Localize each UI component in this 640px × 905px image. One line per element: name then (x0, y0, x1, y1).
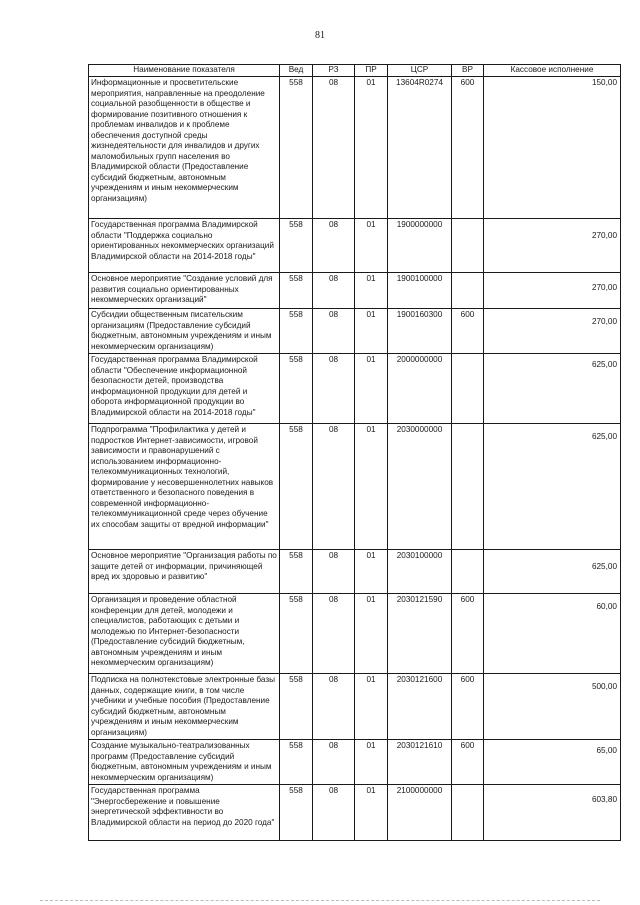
row-pr: 01 (355, 273, 388, 309)
row-name: Государственная программа "Энергосбережение и повышение энергетической эффективности во Владимирской области на период до 2020 года" (89, 785, 280, 841)
row-ved: 558 (280, 273, 313, 309)
row-amount: 625,00 (484, 424, 621, 550)
row-name: Основное мероприятие "Организация работы по защите детей от информации, причиняющей вред их здоровью и развитию" (89, 550, 280, 594)
row-amount: 625,00 (484, 354, 621, 424)
row-pr: 01 (355, 309, 388, 354)
row-ved: 558 (280, 674, 313, 740)
budget-table (88, 64, 621, 841)
row-name: Субсидии общественным писательским организациям (Предоставление субсидий бюджетным, автономным учреждениям и иным некоммерческим организациям) (89, 309, 280, 354)
row-rz: 08 (313, 740, 355, 785)
row-rz: 08 (313, 354, 355, 424)
page-bottom-edge (40, 900, 600, 901)
row-pr: 01 (355, 354, 388, 424)
row-amount: 625,00 (484, 550, 621, 594)
table-row (89, 354, 621, 424)
table-row (89, 77, 621, 219)
row-amount: 500,00 (484, 674, 621, 740)
table-header-row (89, 65, 621, 77)
row-name: Государственная программа Владимирской области "Поддержка социально ориентированных некоммерческих организаций Владимирской области на 2014-2018 годы" (89, 219, 280, 273)
header-ved: Вед (280, 65, 313, 77)
row-vr: 600 (452, 77, 484, 219)
table-row (89, 740, 621, 785)
row-rz: 08 (313, 77, 355, 219)
row-vr (452, 354, 484, 424)
row-csr: 2030121590 (388, 594, 452, 674)
header-rz: РЗ (313, 65, 355, 77)
row-vr (452, 424, 484, 550)
row-name: Организация и проведение областной конференции для детей, молодежи и специалистов, работающих с детьми и молодежью по Интернет-безопасности (Предоставление субсидий бюджетным, автономным учреждениям и иным некоммерческим организациям) (89, 594, 280, 674)
row-amount: 603,80 (484, 785, 621, 841)
row-pr: 01 (355, 219, 388, 273)
table-row (89, 594, 621, 674)
row-csr: 1900000000 (388, 219, 452, 273)
row-ved: 558 (280, 594, 313, 674)
table-row (89, 674, 621, 740)
row-vr (452, 785, 484, 841)
table-row (89, 219, 621, 273)
row-rz: 08 (313, 674, 355, 740)
row-rz: 08 (313, 550, 355, 594)
row-ved: 558 (280, 424, 313, 550)
row-name: Создание музыкально-театрализованных программ (Предоставление субсидий бюджетным, автономным учреждениям и иным некоммерческим организациям) (89, 740, 280, 785)
row-rz: 08 (313, 785, 355, 841)
row-rz: 08 (313, 594, 355, 674)
table-row (89, 424, 621, 550)
row-vr (452, 219, 484, 273)
row-csr: 2100000000 (388, 785, 452, 841)
row-csr: 2030121600 (388, 674, 452, 740)
row-pr: 01 (355, 424, 388, 550)
row-amount: 270,00 (484, 273, 621, 309)
table-row (89, 785, 621, 841)
header-vr: ВР (452, 65, 484, 77)
row-pr: 01 (355, 594, 388, 674)
row-csr: 2000000000 (388, 354, 452, 424)
table-row (89, 550, 621, 594)
row-name: Подписка на полнотекстовые электронные базы данных, содержащие книги, в том числе учебники и учебные пособия (Предоставление субсидий бюджетным, автономным учреждениям и иным некоммерческим организациям) (89, 674, 280, 740)
row-amount: 65,00 (484, 740, 621, 785)
row-rz: 08 (313, 309, 355, 354)
row-pr: 01 (355, 785, 388, 841)
row-vr: 600 (452, 594, 484, 674)
row-rz: 08 (313, 424, 355, 550)
page-number: 81 (315, 30, 325, 41)
row-csr: 13604R0274 (388, 77, 452, 219)
row-vr: 600 (452, 674, 484, 740)
row-ved: 558 (280, 740, 313, 785)
row-csr: 1900160300 (388, 309, 452, 354)
row-vr: 600 (452, 309, 484, 354)
row-rz: 08 (313, 273, 355, 309)
row-csr: 2030100000 (388, 550, 452, 594)
row-name: Государственная программа Владимирской области "Обеспечение информационной безопасности детей, производства информационной продукции для детей и оборота информационной продукции во Владимирской области на 2014-2018 годы" (89, 354, 280, 424)
row-amount: 150,00 (484, 77, 621, 219)
row-csr: 2030121610 (388, 740, 452, 785)
header-pr: ПР (355, 65, 388, 77)
row-amount: 270,00 (484, 219, 621, 273)
row-pr: 01 (355, 740, 388, 785)
header-csr: ЦСР (388, 65, 452, 77)
row-rz: 08 (313, 219, 355, 273)
header-amount: Кассовое исполнение (484, 65, 621, 77)
row-ved: 558 (280, 309, 313, 354)
row-name: Подпрограмма "Профилактика у детей и подростков Интернет-зависимости, игровой зависимости и правонарушений с использованием информационно-телекоммуникационных технологий, формирование у несовершеннолетних навыков ответственного и безопасного поведения в современной информационно-телекоммуникационной среде через обучение их способам защиты от вредной информации" (89, 424, 280, 550)
row-vr (452, 273, 484, 309)
row-ved: 558 (280, 785, 313, 841)
table-row (89, 309, 621, 354)
table-row (89, 273, 621, 309)
row-ved: 558 (280, 219, 313, 273)
row-ved: 558 (280, 550, 313, 594)
row-pr: 01 (355, 674, 388, 740)
row-amount: 60,00 (484, 594, 621, 674)
row-vr: 600 (452, 740, 484, 785)
row-ved: 558 (280, 77, 313, 219)
row-csr: 1900100000 (388, 273, 452, 309)
row-csr: 2030000000 (388, 424, 452, 550)
row-vr (452, 550, 484, 594)
row-pr: 01 (355, 77, 388, 219)
row-ved: 558 (280, 354, 313, 424)
header-name: Наименование показателя (89, 65, 280, 77)
row-name: Основное мероприятие "Создание условий для развития социально ориентированных некоммерческих организаций" (89, 273, 280, 309)
row-name: Информационные и просветительские мероприятия, направленные на преодоление социальной разобщенности в обществе и формирование позитивного отношения к проблемам инвалидов и к проблеме обеспечения доступной среды жизнедеятельности для инвалидов и других маломобильных групп населения во Владимирской области (Предоставление субсидий бюджетным, автономным учреждениям и иным некоммерческим организациям) (89, 77, 280, 219)
row-amount: 270,00 (484, 309, 621, 354)
row-pr: 01 (355, 550, 388, 594)
